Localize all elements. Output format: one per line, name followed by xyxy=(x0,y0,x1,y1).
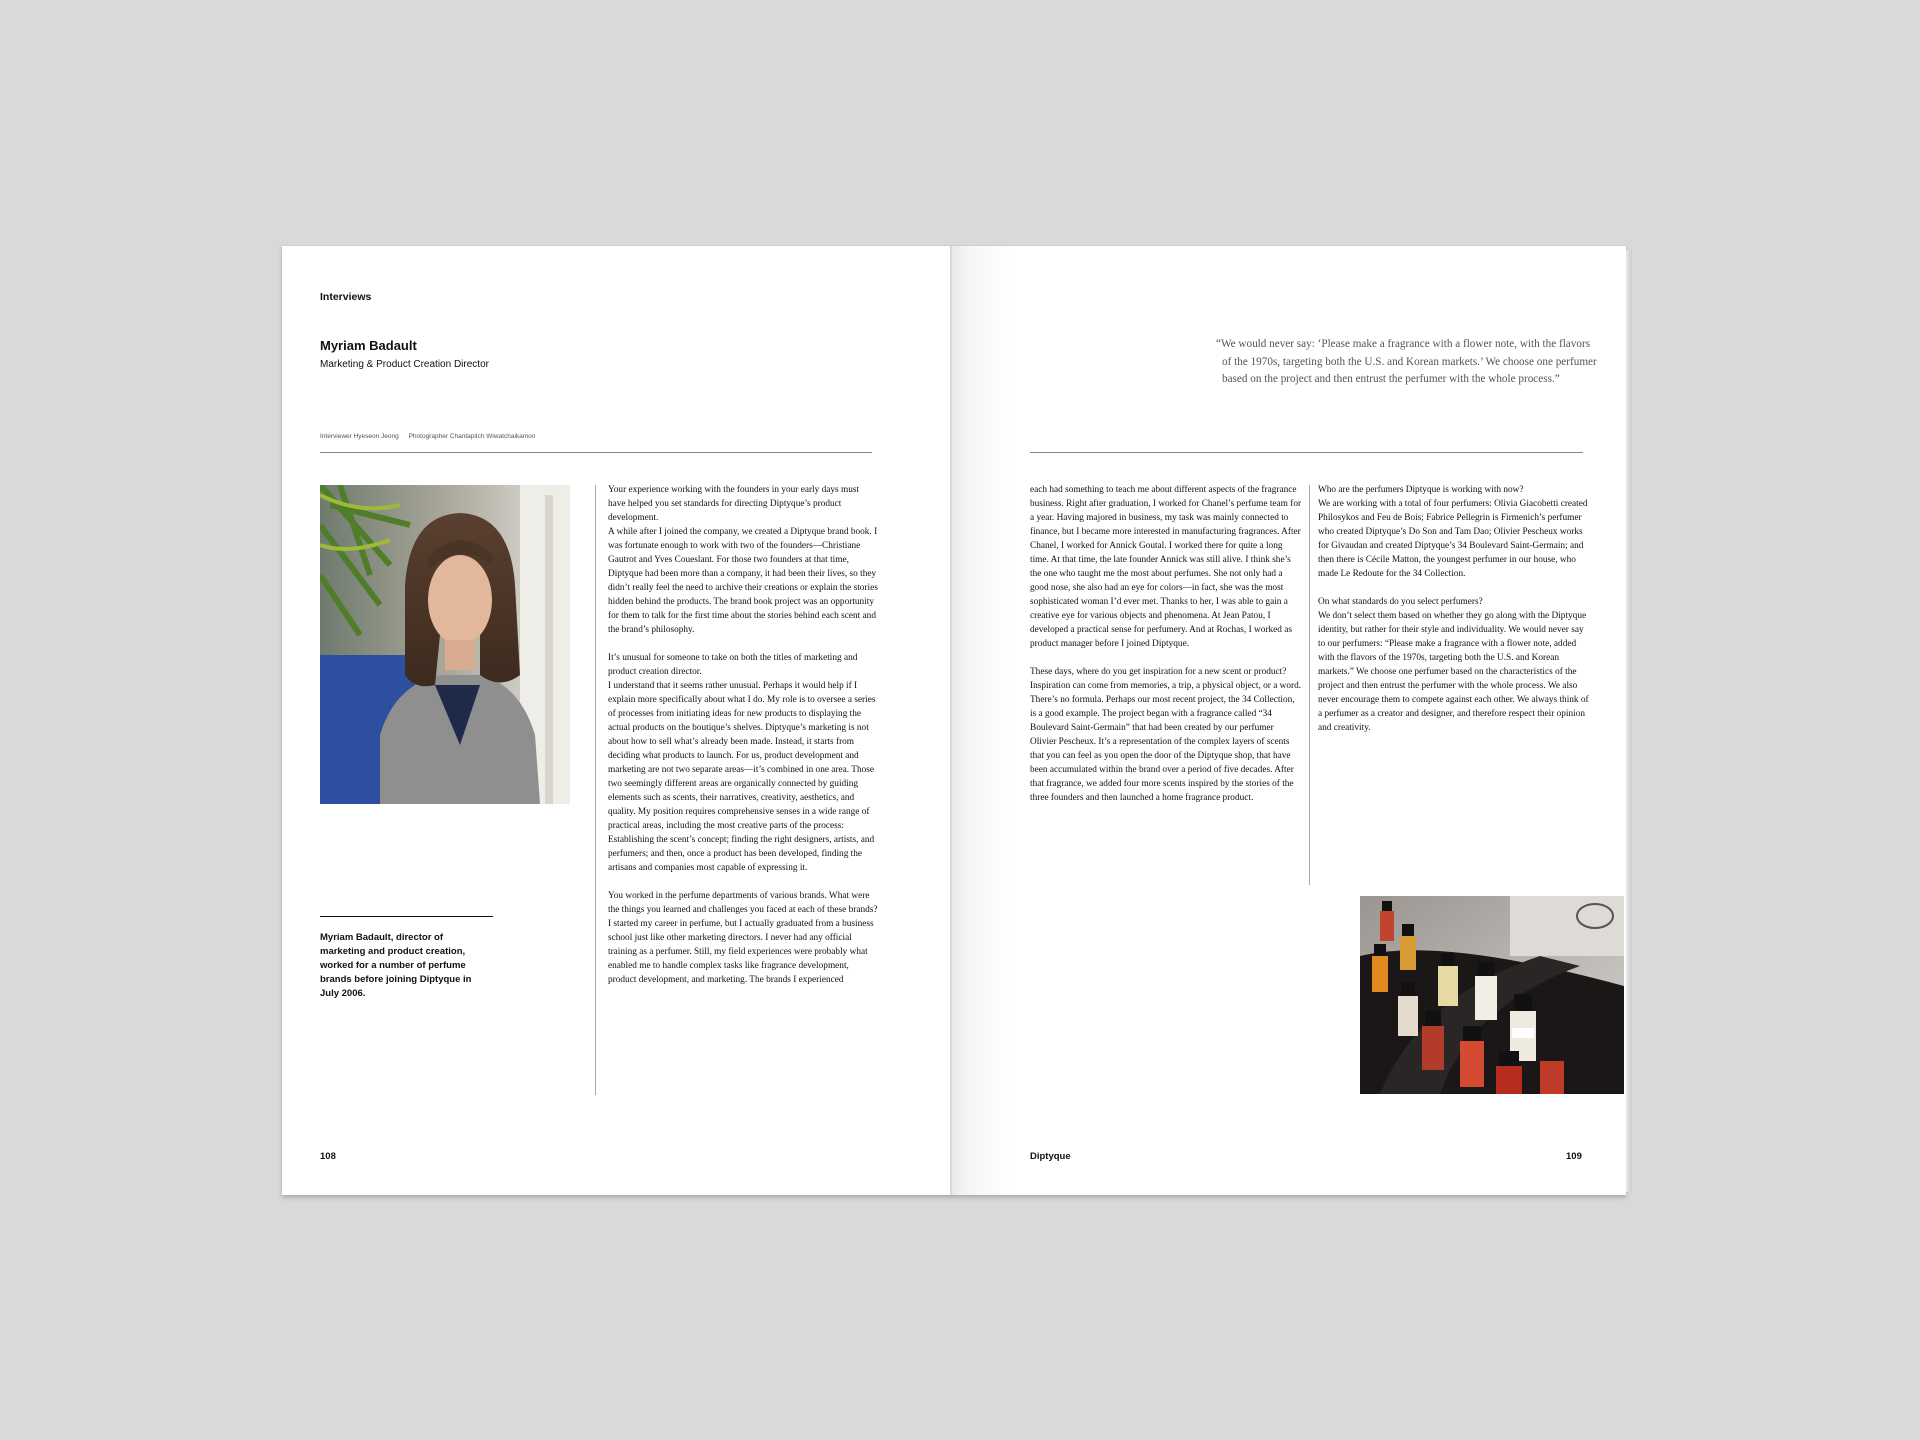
section-label: Interviews xyxy=(320,291,372,303)
question: You worked in the perfume departments of various brands. What were the things you learned and challenges you faced at each of these brands? xyxy=(608,891,878,915)
header-rule xyxy=(1030,452,1583,453)
qa-block xyxy=(1030,483,1302,651)
qa-block xyxy=(608,483,878,637)
page-edge xyxy=(1626,250,1632,1192)
book-gutter xyxy=(950,246,953,1195)
header-rule xyxy=(320,452,872,453)
photo-caption: Myriam Badault, director of marketing and product creation, worked for a number of perfume brands before joining Diptyque in July 2006. xyxy=(320,932,472,999)
answer: Inspiration can come from memories, a trip, a physical object, or a word. There’s no formula. Perhaps our most recent project, the 34 Collection, is a good example. The project began with a fragrance called “34 Boulevard Saint-Germain” that had been created by our perfumer Olivier Pescheux. It’s a representation of the complex layers of scents that you can feel as you open the door of the Diptyque shop, that have been accumulated within the brand over a period of five decades. After that fragrance, we added four more scents inspired by the stories of the three founders and then launched a home fragrance product. xyxy=(1030,681,1302,803)
perfume-bottles-photo xyxy=(1360,896,1624,1094)
qa-block xyxy=(608,651,878,875)
answer: each had something to teach me about different aspects of the fragrance business. Right after graduation, I worked for Chanel’s perfume team for a year. Having majored in business, my task was mainly connected to finance, but I became more interested in manufacturing fragrances. After Chanel, I worked for Annick Goutal. I worked there for quite a long time. At that time, the late founder Annick was still alive. I think she’s the one who taught me the most about perfumes. She not only had a good nose, she also had an eye for colors—in fact, she was the most sophisticated woman I’d ever met. Thanks to her, I was able to gain a creative eye for various objects and phenomena. At Jean Patou, I developed a practical sense for perfumery. And at Rochas, I worked as product manager before I joined Diptyque. xyxy=(1030,485,1302,649)
qa-block xyxy=(1030,665,1302,805)
page-number: 108 xyxy=(320,1151,336,1162)
photographer-credit: Photographer Chantapitch Wiwatchaikamon xyxy=(408,433,536,440)
portrait-photo xyxy=(320,485,570,804)
answer: We are working with a total of four perfumers: Olivia Giacobetti created Philosykos and Feu de Bois; Fabrice Pellegrin is Firmenich’s perfumer who created Diptyque’s Do Son and Tam Dao; Olivier Pescheux works for Givaudan and created Diptyque’s 34 Boulevard Saint-Germain; and then there is Cécile Matton, the youngest perfumer in our house, who made Le Redoute for the 34 Collection. xyxy=(1318,499,1588,579)
qa-block xyxy=(1318,483,1592,581)
caption-rule xyxy=(320,916,493,917)
left-page xyxy=(282,246,952,1195)
question: On what standards do you select perfumers? xyxy=(1318,597,1483,607)
answer: We don’t select them based on whether they go along with the Diptyque identity, but rather for their style and individuality. We would never say to our perfumers: “Please make a fragrance with a flower note, added with the flavors of the 1970s, targeting both the U.S. and Korean markets.” We choose one perfumer based on the characteristics of the project and then entrust the perfumer with the whole process. We also never encourage them to compete against each other. We always think of a perfumer as a creator and designer, and therefore respect their opinion and creativity. xyxy=(1318,611,1589,733)
page-number: 109 xyxy=(1566,1151,1582,1162)
right-body-column-1 xyxy=(1030,483,1302,819)
qa-block xyxy=(608,889,878,987)
interviewer-credit: Interviewer Hyeseon Jeong xyxy=(320,433,399,440)
interviewee-name: Myriam Badault xyxy=(320,338,417,353)
answer: A while after I joined the company, we created a Diptyque brand book. I was fortunate enough to work with two of the founders—Christiane Gautrot and Yves Coueslant. For those two founders at that time, Diptyque had been more than a company, it had been their lives, so they didn’t really feel the need to archive their creations or explain the stories hidden behind the products. The brand book project was an opportunity for them to talk for the first time about the stories behind each scent and the brand’s philosophy. xyxy=(608,527,878,635)
qa-block xyxy=(1318,595,1592,735)
column-divider xyxy=(1309,485,1310,885)
answer: I understand that it seems rather unusual. Perhaps it would help if I explain more specifically about what I do. My role is to oversee a series of processes from initiating ideas for new products to displaying the actual products on the boutique’s shelves. Diptyque’s marketing is not about how to sell what’s already been made. Instead, it starts from deciding what products to launch. For us, product development and marketing are not two separate areas—it’s combined in one area. Those two seemingly different areas are organically connected by guiding elements such as scents, their narratives, creativity, aesthetics, and quality. My position requires comprehensive senses in a wide range of practical areas, including the most creative parts of the process: Establishing the scent’s concept; finding the right designers, artists, and perfumers; and then, once a product has been developed, finding the artisans and companies most capable of expressing it. xyxy=(608,681,876,873)
pull-quote: “We would never say: ‘Please make a fragrance with a flower note, with the flavors of the 1970s, targeting both the U.S. and Korean markets.’ We choose one perfumer based on the project and then entrust the perfumer with the whole process.” xyxy=(1216,338,1597,385)
answer: I started my career in perfume, but I actually graduated from a business school just like other marketing directors. I never had any official training as a perfumer. Still, my field experiences were probably what enabled me to handle complex tasks like fragrance development, product development, and marketing. The brands I experienced xyxy=(608,919,874,985)
right-body-column-2 xyxy=(1318,483,1592,749)
credits xyxy=(320,433,543,440)
running-title: Diptyque xyxy=(1030,1151,1071,1162)
interviewee-role: Marketing & Product Creation Director xyxy=(320,359,489,370)
question: Who are the perfumers Diptyque is working with now? xyxy=(1318,485,1524,495)
right-page xyxy=(952,246,1626,1195)
question: It’s unusual for someone to take on both the titles of marketing and product creation director. xyxy=(608,653,858,677)
column-divider xyxy=(595,485,596,1095)
question: These days, where do you get inspiration for a new scent or product? xyxy=(1030,667,1287,677)
magazine-spread xyxy=(282,246,1626,1195)
left-body-column xyxy=(608,483,878,1001)
question: Your experience working with the founders in your early days must have helped you set standards for directing Diptyque’s product development. xyxy=(608,485,860,523)
